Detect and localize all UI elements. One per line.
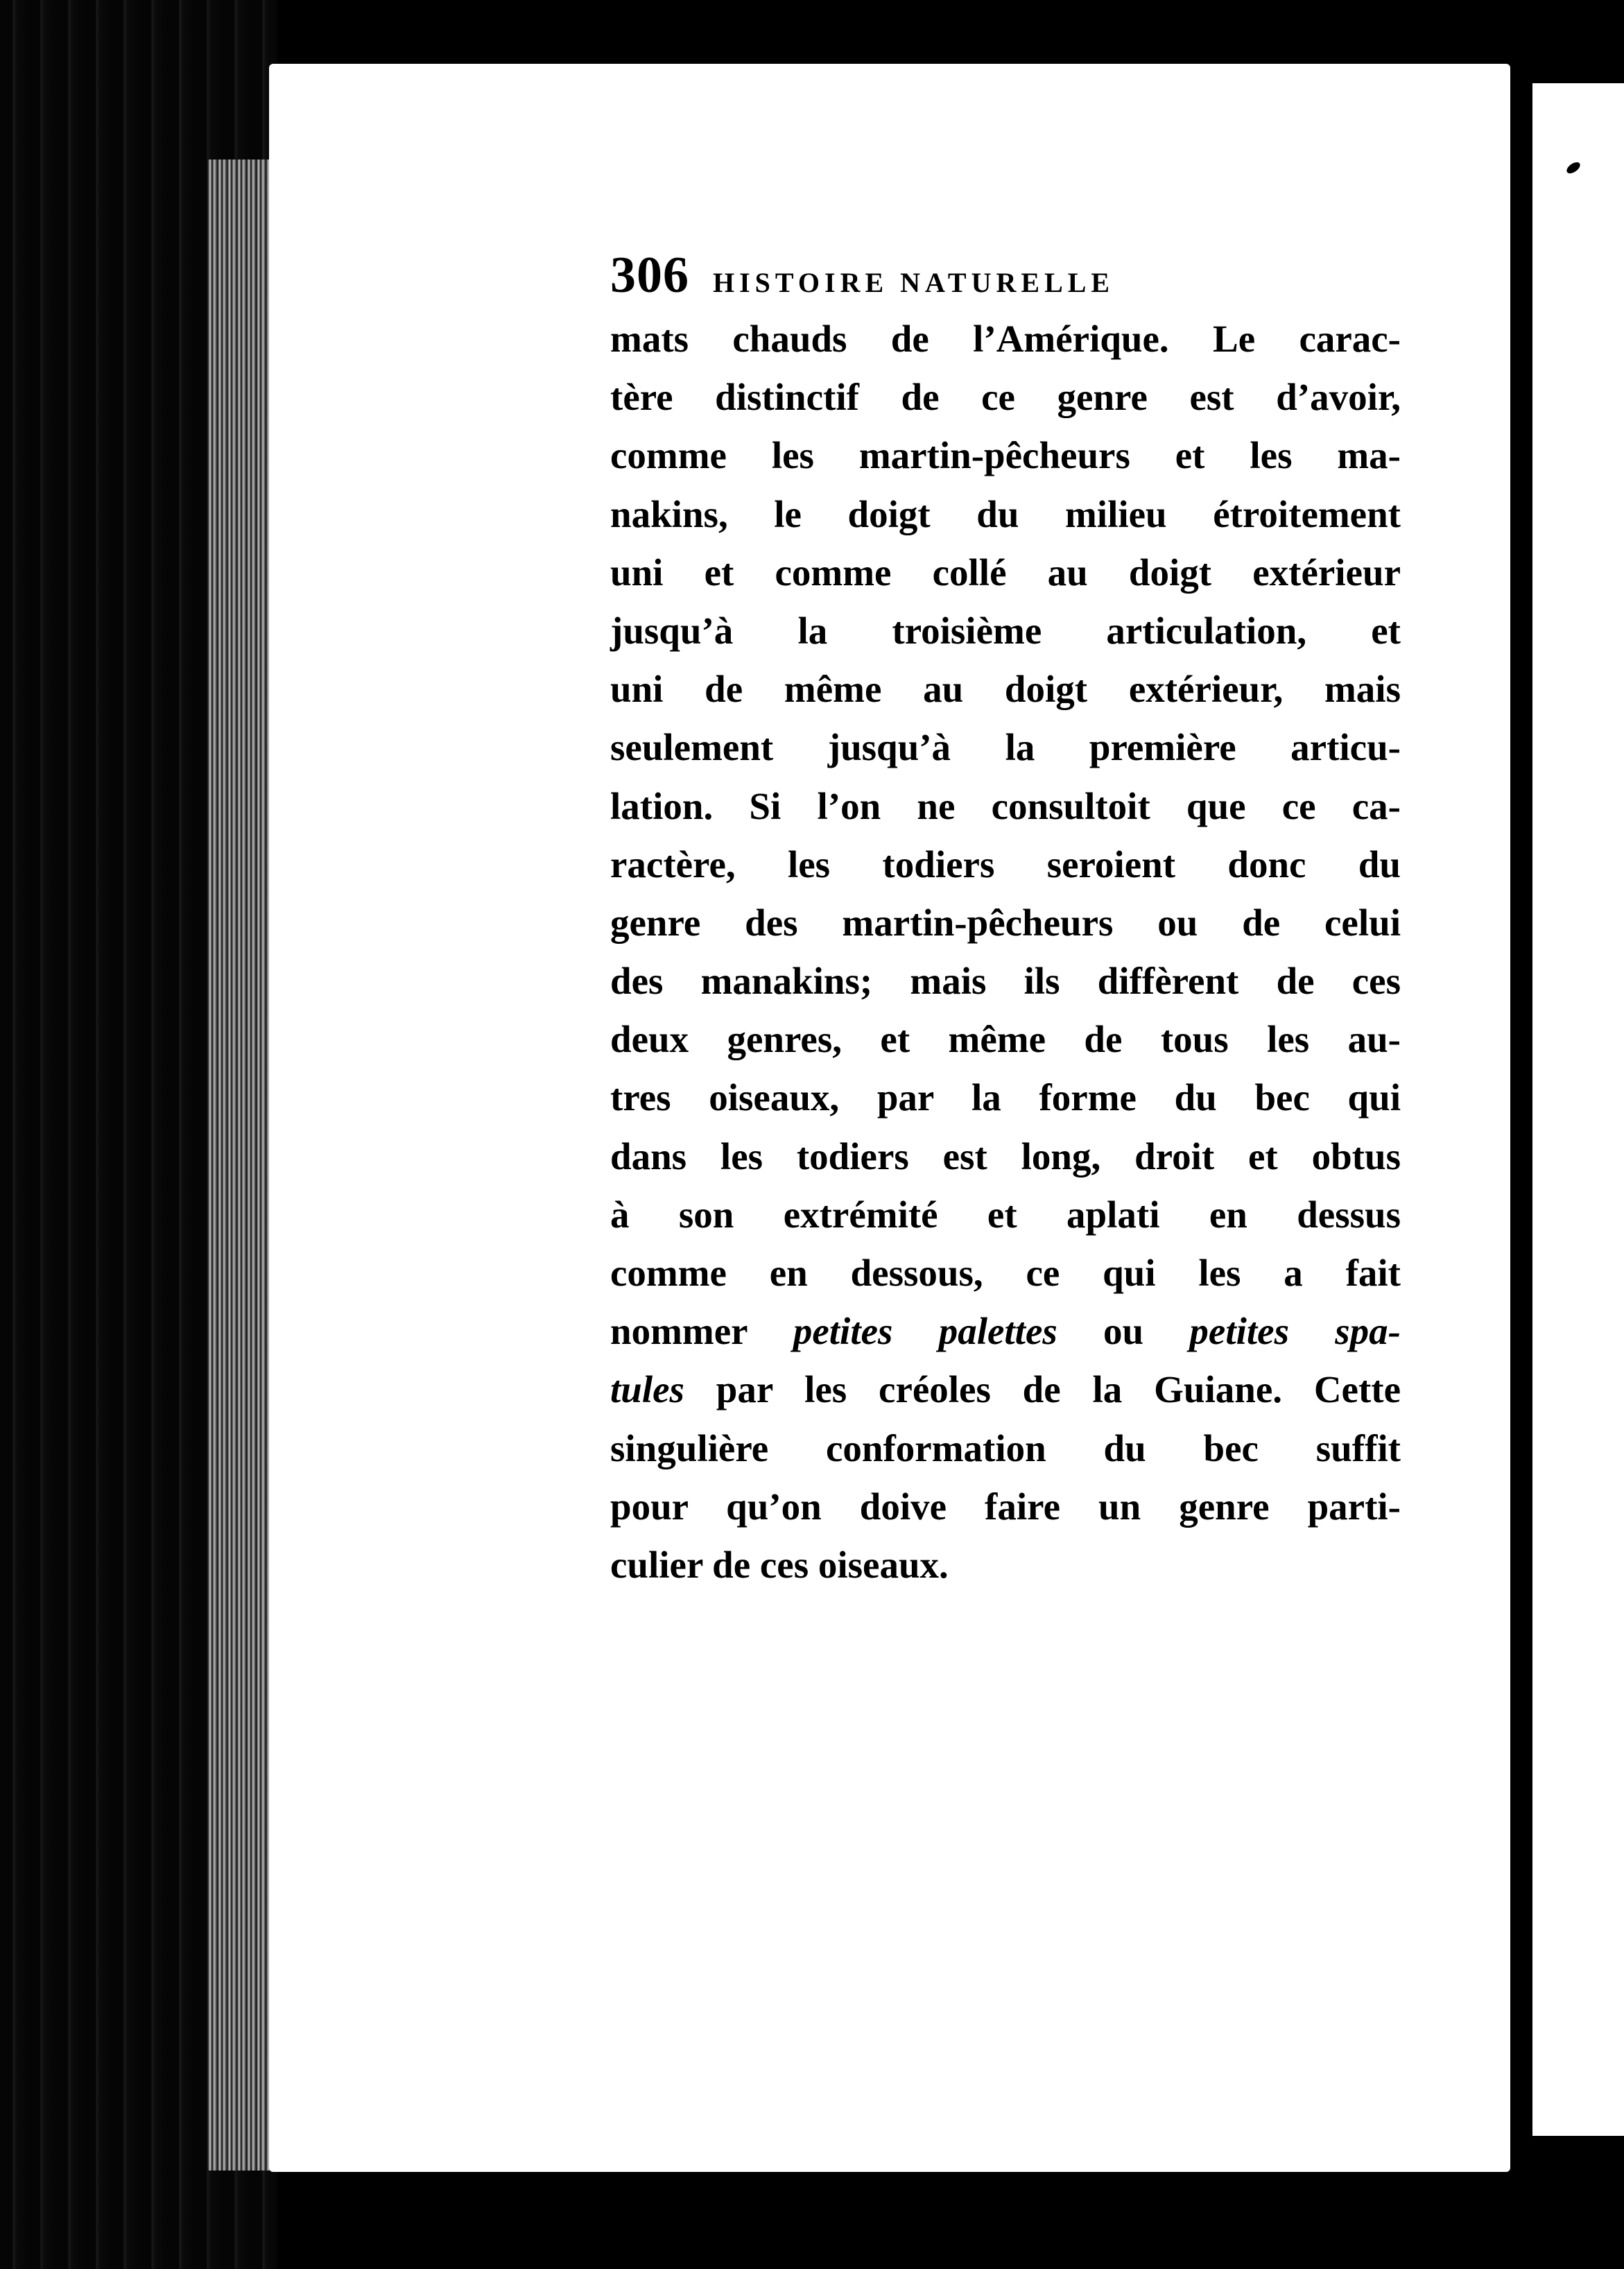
text-line: des manakins; mais ils diffèrent de ces — [610, 960, 1401, 1003]
italic-term: tules — [610, 1368, 684, 1411]
text-line: singulière conformation du bec suffit — [610, 1426, 1401, 1469]
text-line: jusqu’à la troisième articulation, et — [610, 609, 1401, 652]
text-fragment: par les créoles de la Guiane. Cette — [684, 1368, 1401, 1411]
text-line: deux genres, et même de tous les au- — [610, 1018, 1401, 1061]
text-line: nakins, le doigt du milieu étroitement — [610, 492, 1401, 535]
text-line: uni et comme collé au doigt extérieur — [610, 551, 1401, 594]
gutter — [1510, 97, 1532, 2136]
text-line: seulement jusqu’à la première articu- — [610, 726, 1401, 769]
text-line: lation. Si l’on ne consultoit que ce ca- — [610, 784, 1401, 827]
italic-term: petites palettes — [793, 1310, 1057, 1353]
page-number: 306 — [610, 247, 689, 304]
text-line: uni de même au doigt extérieur, mais — [610, 668, 1401, 711]
text-line: tère distinctif de ce genre est d’avoir, — [610, 376, 1401, 419]
text-fragment: ou — [1057, 1310, 1190, 1353]
italic-term: petites spa- — [1189, 1310, 1401, 1353]
text-line: ractère, les todiers seroient donc du — [610, 843, 1401, 886]
text-line-with-italics — [610, 1302, 1401, 1361]
text-line: mats chauds de l’Amérique. Le carac- — [610, 318, 1401, 360]
text-line: pour qu’on doive faire un genre parti- — [610, 1485, 1401, 1528]
page-header — [610, 246, 1401, 310]
text-line-with-italics — [610, 1361, 1401, 1419]
text-line-final: culier de ces oiseaux. — [610, 1543, 949, 1586]
page-edges — [208, 159, 270, 2171]
text-line: tres oiseaux, par la forme du bec qui — [610, 1076, 1401, 1119]
text-line: genre des martin-pêcheurs ou de celui — [610, 901, 1401, 944]
page-text — [610, 246, 1401, 1594]
running-head: HISTOIRE NATURELLE — [713, 267, 1115, 298]
text-line: comme les martin-pêcheurs et les ma- — [610, 434, 1401, 477]
text-fragment: nommer — [610, 1310, 793, 1353]
right-page-edge — [1532, 83, 1624, 2136]
text-line: à son extrémité et aplati en dessus — [610, 1193, 1401, 1236]
text-line: comme en dessous, ce qui les a fait — [610, 1252, 1401, 1294]
text-line: dans les todiers est long, droit et obtus — [610, 1134, 1401, 1177]
